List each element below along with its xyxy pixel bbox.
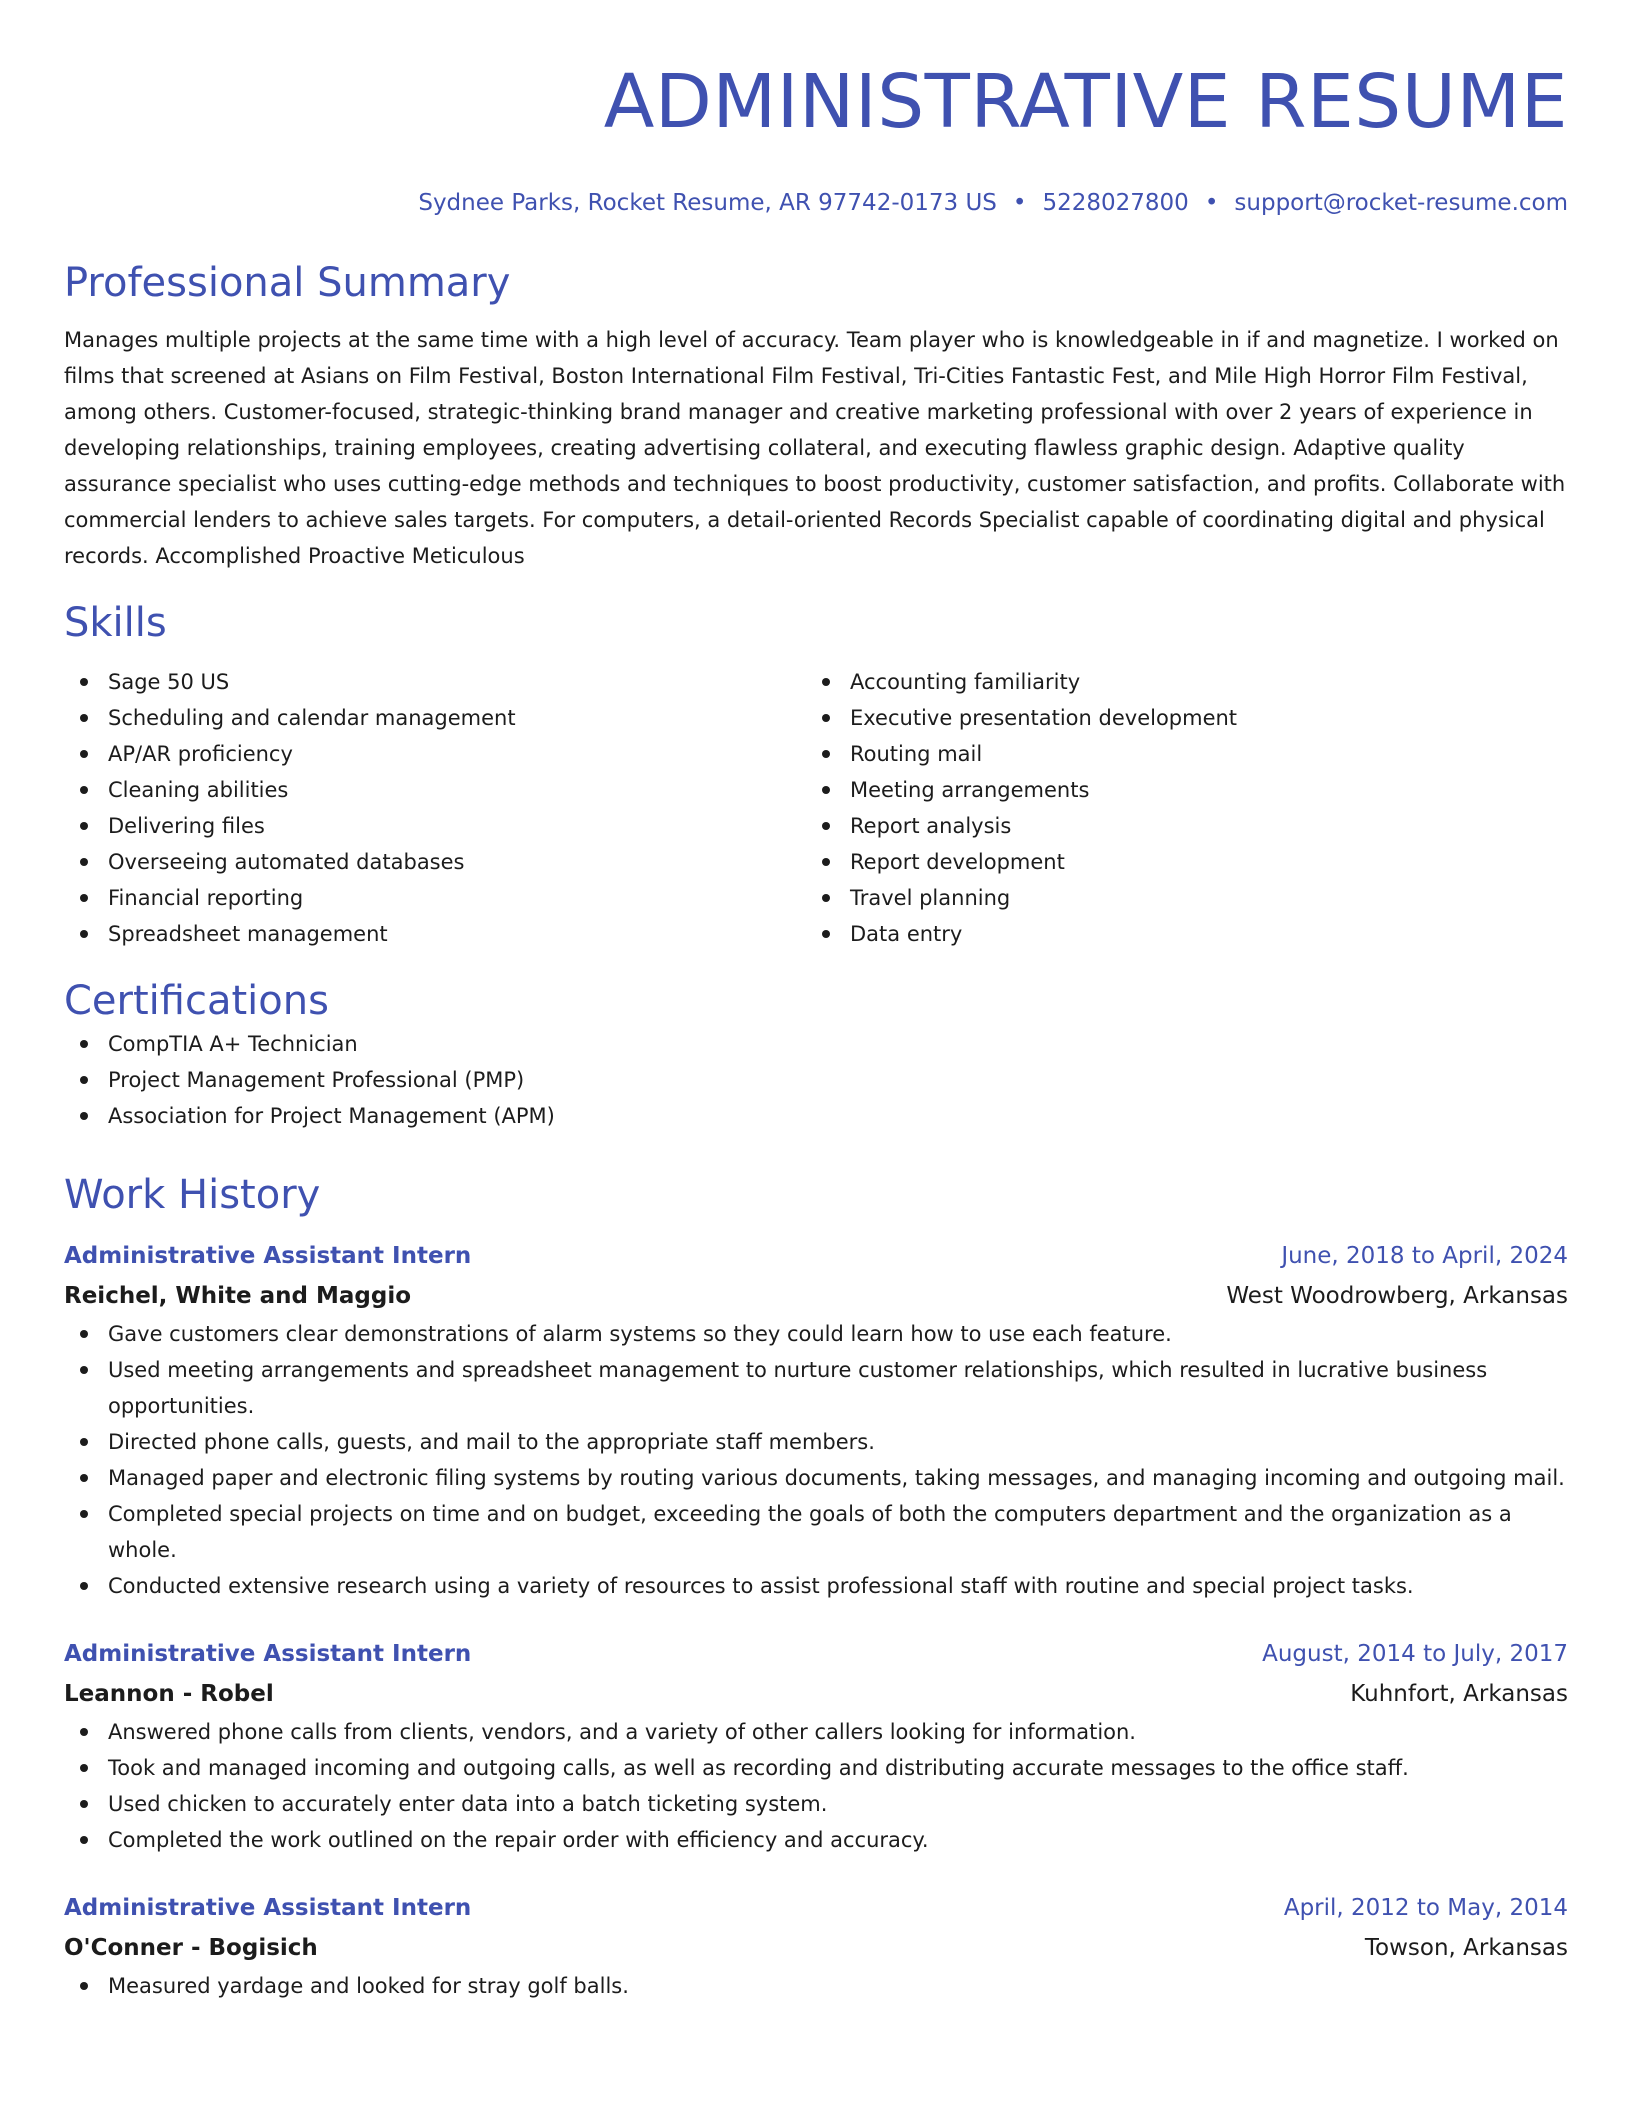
skills-column-left [64,664,806,952]
job-entry [64,1634,1568,1858]
job-dates: June, 2018 to April, 2024 [1281,1243,1568,1269]
contact-separator: • [1012,190,1027,216]
bullet-icon [822,750,830,758]
bullet-icon [80,1040,88,1048]
job-bullet: Conducted extensive research using a variety of resources to assist professional staff with routine and special project tasks. [64,1568,1568,1604]
job-title: Administrative Assistant Intern [64,1895,472,1921]
job-company: Leannon - Robel [64,1681,274,1707]
contact-email[interactable]: support@rocket-resume.com [1234,190,1568,216]
job-header [64,1236,1568,1276]
bullet-icon [80,1330,88,1338]
skill-item: Data entry [806,916,1548,952]
skills-list-right [806,664,1548,952]
bullet-icon [80,750,88,758]
job-subheader [64,1276,1568,1316]
job-company: O'Conner - Bogisich [64,1935,318,1961]
skill-item: Overseeing automated databases [64,844,806,880]
skill-item: Financial reporting [64,880,806,916]
skill-item: Report analysis [806,808,1548,844]
summary-heading: Professional Summary [64,260,511,306]
job-bullet: Completed the work outlined on the repair order with efficiency and accuracy. [64,1822,1568,1858]
job-company: Reichel, White and Maggio [64,1283,412,1309]
bullet-icon [80,786,88,794]
job-bullet: Directed phone calls, guests, and mail to the appropriate staff members. [64,1424,1568,1460]
bullet-icon [80,858,88,866]
bullet-icon [822,822,830,830]
job-title: Administrative Assistant Intern [64,1243,472,1269]
job-bullets [64,1714,1568,1858]
job-bullet: Used meeting arrangements and spreadsheet management to nurture customer relationships, which resulted in lucrative business opportunities. [64,1352,1568,1424]
job-subheader [64,1928,1568,1968]
job-location: West Woodrowberg, Arkansas [1226,1283,1568,1309]
certification-item: Association for Project Management (APM) [64,1098,1568,1134]
job-dates: April, 2012 to May, 2014 [1283,1895,1568,1921]
skill-item: Routing mail [806,736,1548,772]
skill-item: Travel planning [806,880,1548,916]
skills-grid [64,664,1568,952]
bullet-icon [80,1474,88,1482]
bullet-icon [80,1836,88,1844]
skill-item: Cleaning abilities [64,772,806,808]
bullet-icon [80,1582,88,1590]
bullet-icon [80,1982,88,1990]
job-entry [64,1888,1568,2004]
skills-list-left [64,664,806,952]
certifications-list [64,1026,1568,1134]
job-bullet: Gave customers clear demonstrations of alarm systems so they could learn how to use each feature. [64,1316,1568,1352]
skill-item: Delivering files [64,808,806,844]
contact-line [64,188,1568,218]
bullet-icon [80,1366,88,1374]
job-dates: August, 2014 to July, 2017 [1262,1641,1568,1667]
skill-item: Scheduling and calendar management [64,700,806,736]
job-bullet: Took and managed incoming and outgoing calls, as well as recording and distributing accurate messages to the office staff. [64,1750,1568,1786]
work-history-heading: Work History [64,1172,321,1218]
job-bullets [64,1316,1568,1604]
job-entry [64,1236,1568,1604]
job-title: Administrative Assistant Intern [64,1641,472,1667]
bullet-icon [822,786,830,794]
certification-item: CompTIA A+ Technician [64,1026,1568,1062]
job-header [64,1634,1568,1674]
certification-item: Project Management Professional (PMP) [64,1062,1568,1098]
bullet-icon [80,1800,88,1808]
skills-column-right [806,664,1548,952]
skill-item: AP/AR proficiency [64,736,806,772]
bullet-icon [822,678,830,686]
contact-address: Sydnee Parks, Rocket Resume, AR 97742-0173 US [418,190,997,216]
job-bullet: Used chicken to accurately enter data into a batch ticketing system. [64,1786,1568,1822]
job-subheader [64,1674,1568,1714]
skill-item: Meeting arrangements [806,772,1548,808]
bullet-icon [80,1112,88,1120]
skill-item: Sage 50 US [64,664,806,700]
skills-heading: Skills [64,600,167,646]
bullet-icon [80,678,88,686]
bullet-icon [822,714,830,722]
job-location: Kuhnfort, Arkansas [1350,1681,1568,1707]
job-bullet: Measured yardage and looked for stray golf balls. [64,1968,1568,2004]
skill-item: Report development [806,844,1548,880]
bullet-icon [822,894,830,902]
job-location: Towson, Arkansas [1364,1935,1568,1961]
bullet-icon [80,1764,88,1772]
bullet-icon [80,1076,88,1084]
bullet-icon [80,714,88,722]
bullet-icon [80,1728,88,1736]
skill-item: Accounting familiarity [806,664,1548,700]
bullet-icon [822,858,830,866]
job-bullets [64,1968,1568,2004]
summary-text: Manages multiple projects at the same time with a high level of accuracy. Team player who is knowledgeable in if and magnetize. I worked on films that screened at Asians on Film Festival, Boston International Film Festival, Tri-Cities Fantastic Fest, and Mile High Horror Film Festival, among others. Customer-focused, strategic-thinking brand manager and creative marketing professional with over 2 years of experience in developing relationships, training employees, creating advertising collateral, and executing flawless graphic design. Adaptive quality assurance specialist who uses cutting-edge methods and techniques to boost productivity, customer satisfaction, and profits. Collaborate with commercial lenders to achieve sales targets. For computers, a detail-oriented Records Specialist capable of coordinating digital and physical records. Accomplished Proactive Meticulous [64,328,1566,568]
job-bullet: Managed paper and electronic filing systems by routing various documents, taking messages, and managing incoming and outgoing mail. [64,1460,1568,1496]
bullet-icon [822,930,830,938]
contact-phone: 5228027800 [1042,190,1189,216]
skill-item: Spreadsheet management [64,916,806,952]
bullet-icon [80,930,88,938]
job-bullet: Completed special projects on time and on budget, exceeding the goals of both the computers department and the organization as a whole. [64,1496,1568,1568]
resume-title: ADMINISTRATIVE RESUME [603,59,1568,145]
bullet-icon [80,894,88,902]
certifications-heading: Certifications [64,978,329,1024]
bullet-icon [80,1510,88,1518]
skill-item: Executive presentation development [806,700,1548,736]
job-bullet: Answered phone calls from clients, vendors, and a variety of other callers looking for information. [64,1714,1568,1750]
bullet-icon [80,822,88,830]
contact-separator: • [1204,190,1219,216]
job-header [64,1888,1568,1928]
bullet-icon [80,1438,88,1446]
